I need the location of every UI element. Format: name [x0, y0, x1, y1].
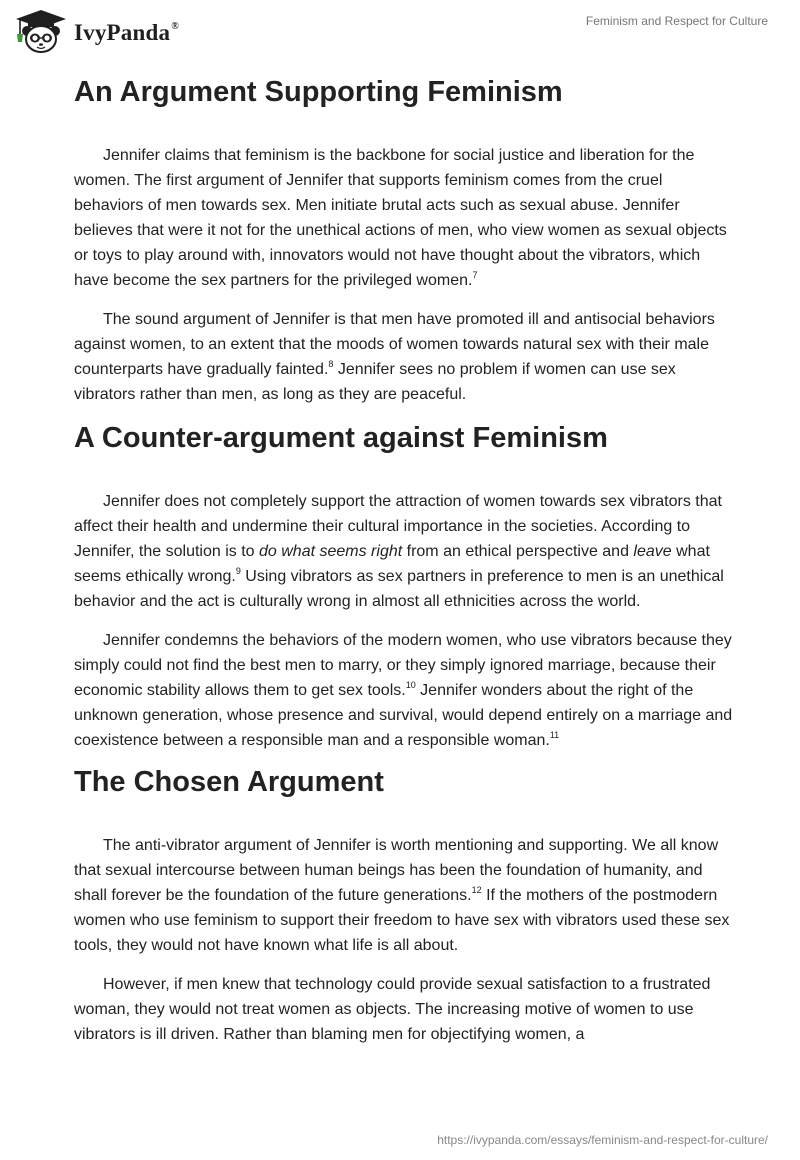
document-title: Feminism and Respect for Culture — [585, 14, 768, 28]
footnote-ref[interactable]: 7 — [472, 270, 478, 280]
paragraph: Jennifer does not completely support the attraction of women towards sex vibrators that affect their health and undermine their cultural importance in the societies. According to Jennifer, the solution is to do what seems right from an ethical perspective and leave what seems ethically wrong.$^9$ Using vibrators as sex partners in preference to men is an unethical behavior and the act is culturally wrong in almost all ethnicities across the world. — [74, 493, 724, 610]
brand-name: IvyPanda® — [74, 20, 179, 45]
paragraph: Jennifer condemns the behaviors of the modern women, who use vibrators because they simply could not find the best men to marry, or they simply ignored marriage, because their economic stability allows them to get sex tools.$^{10}$ Jennifer wonders about the right of the unknown generation, whose presence and survival, would depend entirely on a marriage and coexistence between a responsible man and a responsible woman.$^{11}$ — [74, 632, 733, 749]
footnote-ref[interactable]: 11 — [549, 730, 560, 740]
essay-content — [74, 72, 734, 1047]
footnote-ref[interactable]: 8 — [328, 359, 334, 369]
section-heading-counter: A Counter-argument against Feminism — [74, 422, 608, 454]
paragraph: However, if men knew that technology could provide sexual satisfaction to a frustrated woman, they would not treat women as objects. The increasing motive of women to use vibrators is ill driven. Rather than blaming men for objectifying women, a — [74, 976, 711, 1043]
section-heading-chosen: The Chosen Argument — [74, 766, 384, 798]
footnote-ref[interactable]: 12 — [471, 885, 482, 895]
paragraph: The anti-vibrator argument of Jennifer is worth mentioning and supporting. We all know that sexual intercourse between human beings has been the foundation of humanity, and shall forever be the foundation of the future generations.$^{12}$ If the mothers of the postmodern women who use feminism to support their freedom to have sex with vibrators used these sex tools, they would not have known what life is all about. — [74, 837, 730, 954]
footnote-ref[interactable]: 9 — [235, 566, 241, 576]
paragraph: Jennifer claims that feminism is the backbone for social justice and liberation for the women. The first argument of Jennifer that supports feminism comes from the cruel behaviors of men towards sex. Men initiate brutal acts such as sexual abuse. Jennifer believes that were it not for the unethical actions of men, who view women as sexual objects or toys to play around with, innovators would not have thought about the vibrators, which have become the sex partners for the privileged women.$^7$ — [74, 147, 727, 289]
paragraph: The sound argument of Jennifer is that men have promoted ill and antisocial behaviors against women, to an extent that the moods of women towards natural sex with their male counterparts have gradually fainted.$^8$ Jennifer sees no problem if women can use sex vibrators rather than men, as long as they are peaceful. — [74, 311, 715, 403]
panda-graduate-icon — [14, 8, 68, 54]
section-heading-supporting: An Argument Supporting Feminism — [74, 76, 563, 108]
ivypanda-logo[interactable] — [14, 8, 179, 54]
source-url[interactable]: https://ivypanda.com/essays/feminism-and-respect-for-culture/ — [437, 1133, 768, 1147]
registered-mark: ® — [171, 21, 179, 32]
page-header — [0, 0, 800, 70]
footnote-ref[interactable]: 10 — [405, 680, 416, 690]
